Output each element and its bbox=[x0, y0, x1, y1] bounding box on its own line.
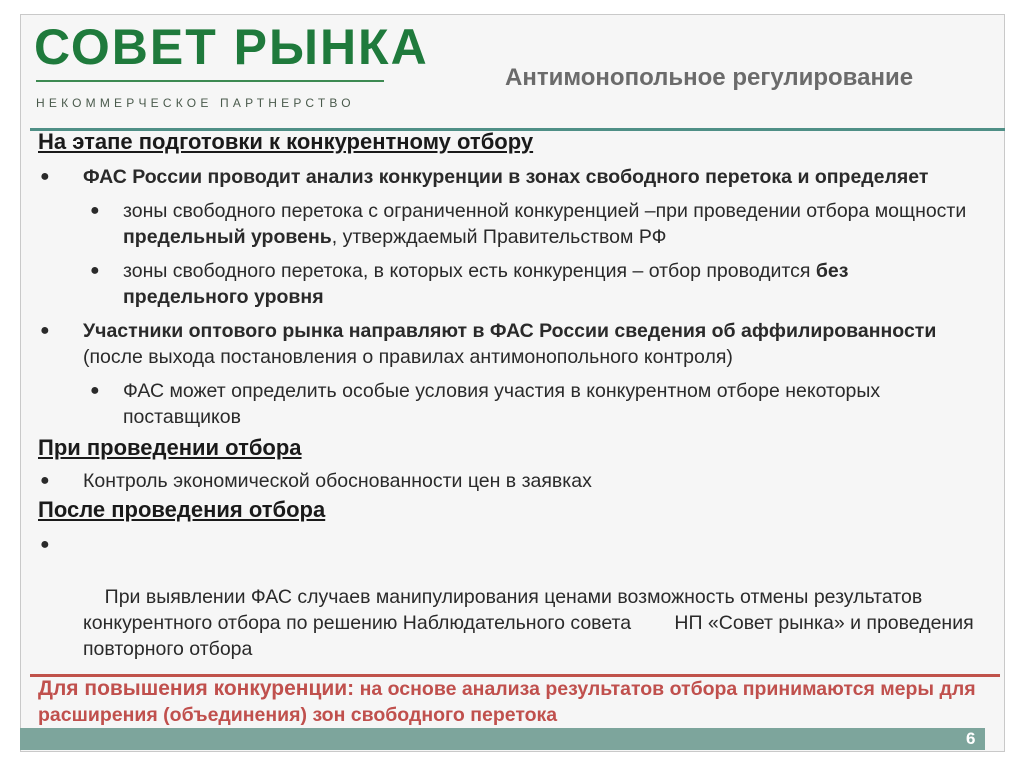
bullet-price-control bbox=[38, 468, 978, 494]
bullet-text: ФАС может определить особые условия участия в конкурентном отборе некоторых поставщиков bbox=[123, 380, 881, 428]
bullet-text-bold: предельный уровень bbox=[123, 226, 332, 248]
bullet-text-bold: без предельного уровня bbox=[123, 260, 849, 308]
bullet-text: Контроль экономической обоснованности цен в заявках bbox=[83, 470, 592, 492]
bullet-text-pre: зоны свободного перетока с ограниченной конкуренцией –при проведении отбора мощности bbox=[123, 200, 967, 222]
bullet-dot: ● bbox=[90, 262, 100, 279]
bullet-special-conditions bbox=[38, 378, 978, 430]
bullet-text-pre: зоны свободного перетока, в которых есть конкуренция – отбор проводится bbox=[123, 260, 816, 282]
bullet-text-post: (после выхода постановления о правилах антимонопольного контроля) bbox=[83, 346, 733, 368]
logo-divider bbox=[36, 80, 384, 82]
bullet-dot: ● bbox=[40, 472, 50, 489]
conclusion-text bbox=[38, 676, 978, 728]
slide-content bbox=[38, 128, 978, 688]
conclusion-rest: на основе анализа результатов отбора принимаются меры для расширения (объединения) зон свободного перетока bbox=[38, 678, 976, 726]
bullet-text-bold: Участники оптового рынка направляют в ФАС России сведения об аффилированности bbox=[83, 320, 937, 342]
bullet-participants-affiliation bbox=[38, 318, 978, 370]
page-number: 6 bbox=[966, 729, 976, 748]
section-heading-preparation: На этапе подготовки к конкурентному отбору bbox=[38, 129, 534, 154]
bullet-with-competition bbox=[38, 258, 978, 310]
slide-title: Антимонопольное регулирование bbox=[505, 64, 914, 91]
logo-subtitle: НЕКОММЕРЧЕСКОЕ ПАРТНЕРСТВО bbox=[36, 96, 355, 110]
bullet-manipulation bbox=[38, 532, 978, 688]
logo-title: СОВЕТ РЫНКА bbox=[34, 19, 429, 75]
bullet-dot: ● bbox=[90, 202, 100, 219]
bullet-text-post: , утверждаемый Правительством РФ bbox=[331, 226, 667, 248]
bullet-dot: ● bbox=[40, 322, 50, 339]
bullet-dot: ● bbox=[40, 168, 50, 185]
section-heading-after: После проведения отбора bbox=[38, 497, 326, 522]
bullet-dot: ● bbox=[90, 382, 100, 399]
section-heading-during: При проведении отбора bbox=[38, 435, 302, 460]
bullet-text: При выявлении ФАС случаев манипулирования ценами возможность отмены результатов конкурентного отбора по решению Наблюдательного совета НП «Совет рынка» и проведения повторного отбора bbox=[83, 586, 980, 660]
bullet-fas-analysis bbox=[38, 164, 978, 190]
footer-bar bbox=[20, 728, 985, 750]
conclusion-lead: Для повышения конкуренции: bbox=[38, 677, 355, 700]
bullet-dot: ● bbox=[40, 536, 50, 553]
bullet-limited-competition bbox=[38, 198, 978, 250]
bullet-text: ФАС России проводит анализ конкуренции в зонах свободного перетока и определяет bbox=[83, 166, 929, 188]
